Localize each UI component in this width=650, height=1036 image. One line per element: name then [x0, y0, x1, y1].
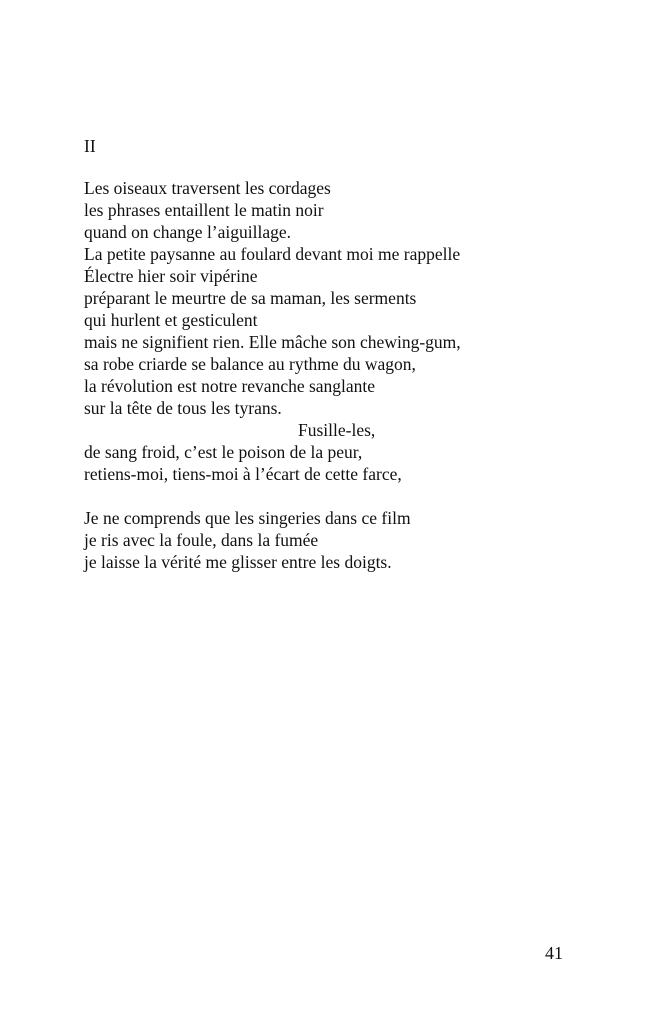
section-number: II [84, 136, 96, 156]
poem-line-indented: Fusille-les, [298, 420, 376, 440]
poem-line: les phrases entaillent le matin noir [84, 200, 324, 220]
poem-line: sa robe criarde se balance au rythme du wagon, [84, 354, 416, 374]
poem-line: Les oiseaux traversent les cordages [84, 178, 331, 198]
poem-line: préparant le meurtre de sa maman, les serments [84, 288, 417, 308]
poem [84, 177, 461, 573]
poem-line: qui hurlent et gesticulent [84, 310, 258, 330]
poem-line: Je ne comprends que les singeries dans ce film [84, 508, 411, 528]
poem-line: de sang froid, c’est le poison de la peur, [84, 442, 363, 462]
poem-line: je laisse la vérité me glisser entre les doigts. [84, 552, 392, 572]
page-number: 41 [545, 943, 563, 963]
poem-line: La petite paysanne au foulard devant moi me rappelle [84, 244, 461, 264]
poem-line: quand on change l’aiguillage. [84, 222, 292, 242]
stanza-break [84, 485, 461, 507]
poem-line: sur la tête de tous les tyrans. [84, 398, 282, 418]
poem-line: Électre hier soir vipérine [84, 266, 258, 286]
stanza-2 [84, 507, 461, 573]
poem-line: mais ne signifient rien. Elle mâche son chewing-gum, [84, 332, 461, 352]
poem-line: je ris avec la foule, dans la fumée [84, 530, 319, 550]
stanza-1 [84, 177, 461, 485]
poem-line: la révolution est notre revanche sanglante [84, 376, 376, 396]
poem-line: retiens-moi, tiens-moi à l’écart de cette farce, [84, 464, 402, 484]
